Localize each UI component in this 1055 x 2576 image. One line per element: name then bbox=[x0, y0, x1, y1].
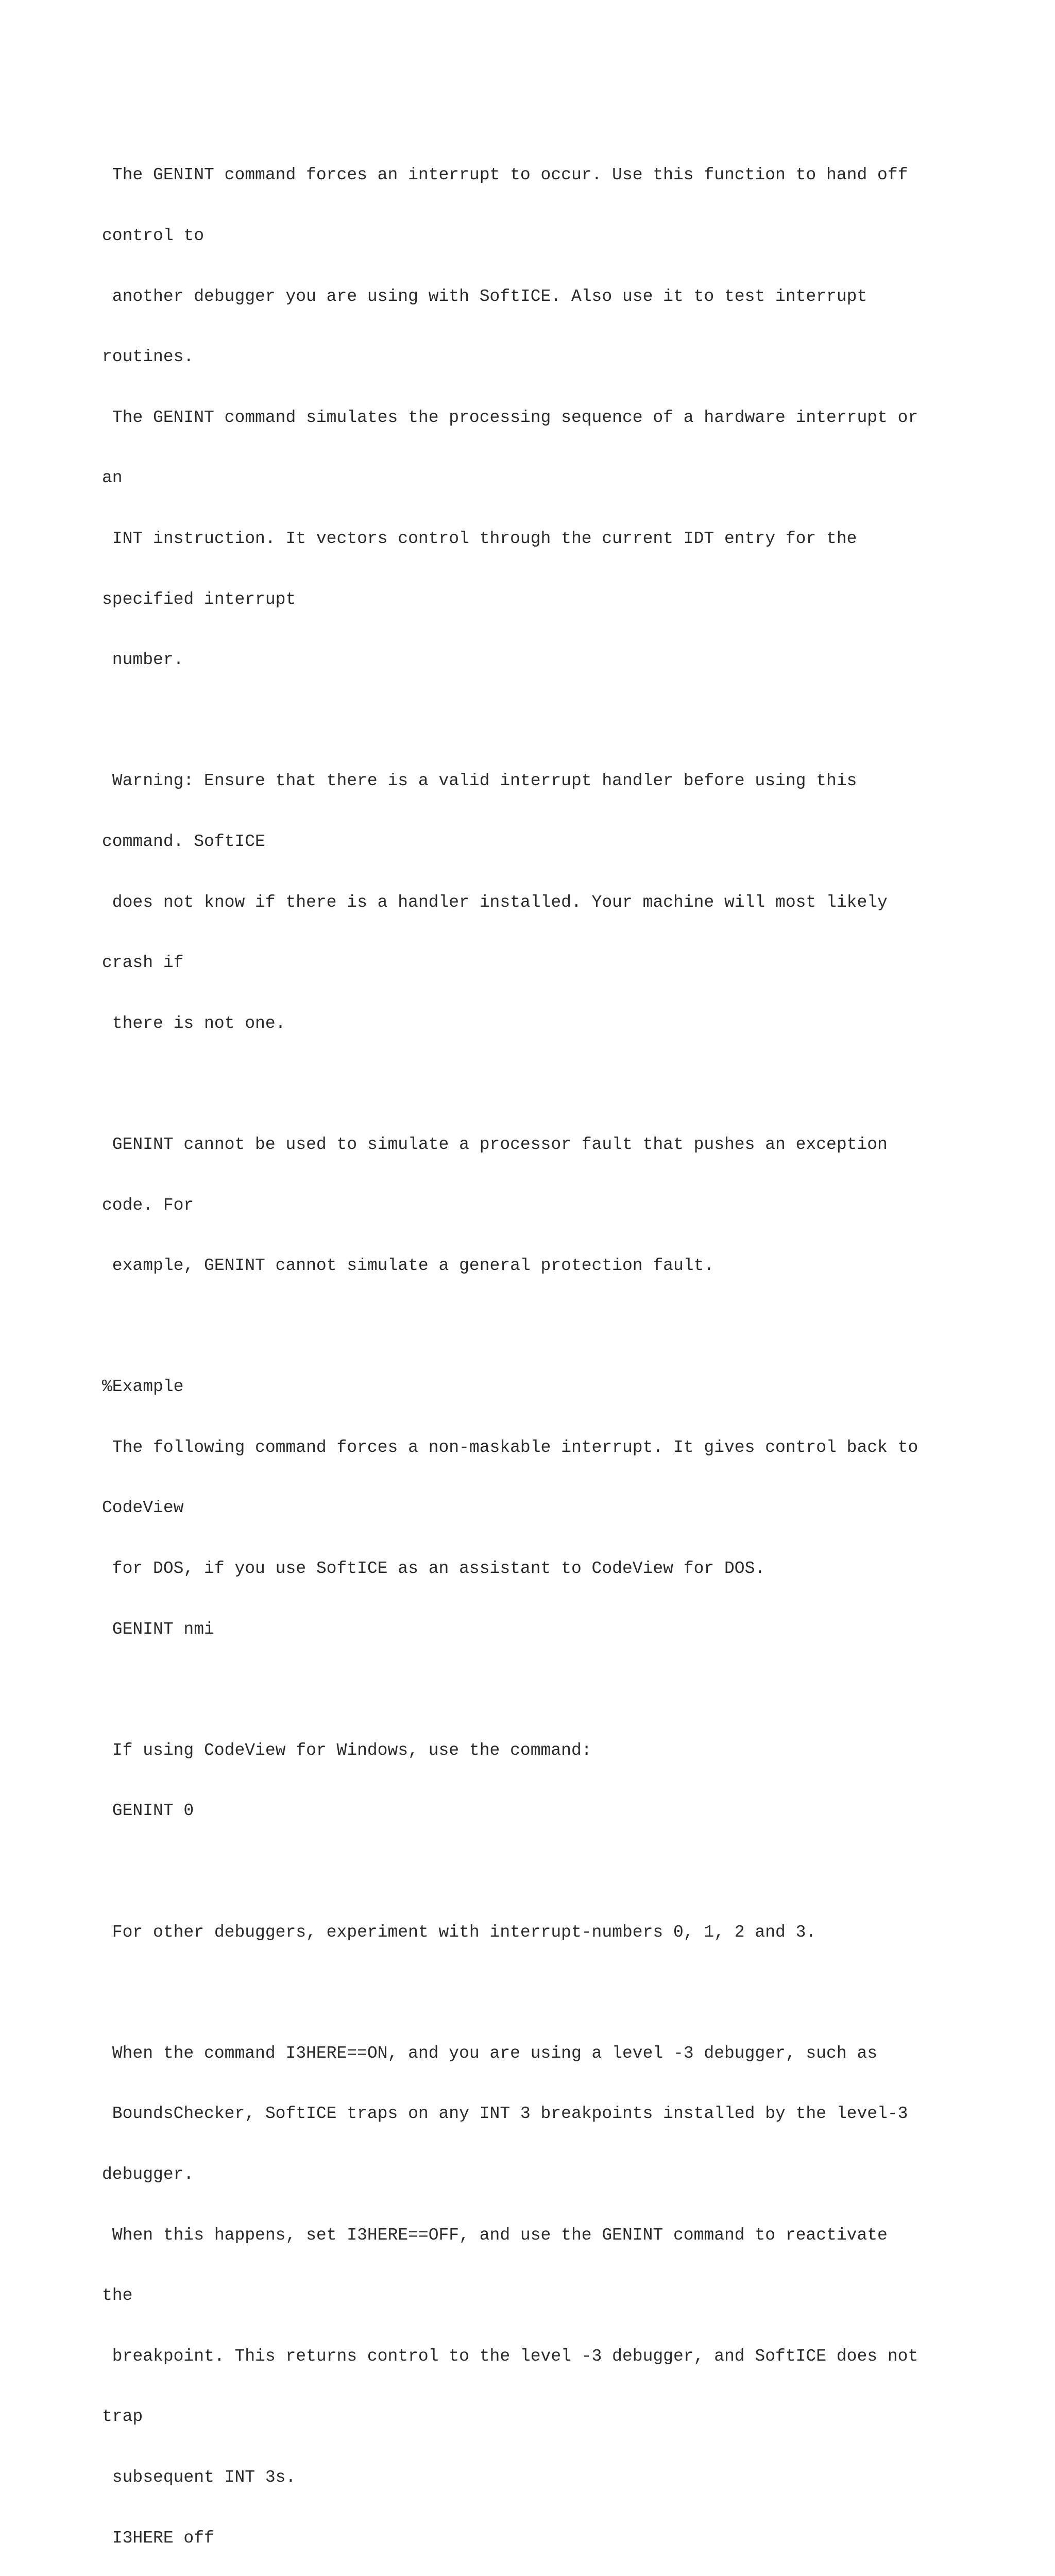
text-line: does not know if there is a handler installed. Your machine will most likely bbox=[102, 892, 888, 912]
text-line: routines. bbox=[102, 347, 194, 367]
text-line: INT instruction. It vectors control through the current IDT entry for the bbox=[102, 529, 857, 548]
text-line: CodeView bbox=[102, 1498, 184, 1518]
text-line: breakpoint. This returns control to the level -3 debugger, and SoftICE does not bbox=[102, 2346, 918, 2366]
code-line: I3HERE off bbox=[102, 2528, 214, 2548]
text-line: The GENINT command forces an interrupt to occur. Use this function to hand off bbox=[102, 165, 908, 185]
blank-line bbox=[102, 1861, 1009, 1882]
text-line: If using CodeView for Windows, use the command: bbox=[102, 1740, 592, 1760]
text-line: another debugger you are using with SoftICE. Also use it to test interrupt bbox=[102, 286, 867, 306]
text-line: GENINT cannot be used to simulate a processor fault that pushes an exception bbox=[102, 1134, 888, 1154]
text-line: example, GENINT cannot simulate a general protection fault. bbox=[102, 1256, 714, 1276]
text-line: number. bbox=[102, 650, 184, 670]
text-line: When this happens, set I3HERE==OFF, and use the GENINT command to reactivate bbox=[102, 2225, 888, 2245]
text-line: subsequent INT 3s. bbox=[102, 2467, 296, 2487]
section-heading-example: %Example bbox=[102, 1377, 184, 1397]
text-line: The following command forces a non-maskable interrupt. It gives control back to bbox=[102, 1437, 918, 1457]
text-line: command. SoftICE bbox=[102, 832, 265, 851]
text-line: When the command I3HERE==ON, and you are using a level -3 debugger, such as bbox=[102, 2043, 878, 2063]
code-line: GENINT nmi bbox=[102, 1619, 214, 1639]
blank-line bbox=[102, 1074, 1009, 1094]
text-line: control to bbox=[102, 226, 205, 245]
text-line: debugger. bbox=[102, 2165, 194, 2184]
warning-line: Warning: Ensure that there is a valid interrupt handler before using this bbox=[102, 771, 857, 791]
blank-line bbox=[102, 1316, 1009, 1336]
blank-line bbox=[102, 1680, 1009, 1700]
code-line: GENINT 0 bbox=[102, 1801, 194, 1821]
text-line: The GENINT command simulates the processing sequence of a hardware interrupt or bbox=[102, 408, 918, 427]
blank-line bbox=[102, 710, 1009, 731]
text-line: for DOS, if you use SoftICE as an assistant to CodeView for DOS. bbox=[102, 1559, 765, 1579]
text-line: specified interrupt bbox=[102, 589, 296, 609]
document-body bbox=[102, 125, 1009, 2576]
blank-line bbox=[102, 1982, 1009, 2003]
text-line: crash if bbox=[102, 953, 184, 973]
text-line: code. For bbox=[102, 1195, 194, 1215]
text-line: trap bbox=[102, 2407, 143, 2427]
text-line: BoundsChecker, SoftICE traps on any INT 3 breakpoints installed by the level-3 bbox=[102, 2104, 908, 2124]
text-line: an bbox=[102, 468, 123, 488]
text-line: there is not one. bbox=[102, 1013, 286, 1033]
text-line: the bbox=[102, 2286, 133, 2306]
text-line: For other debuggers, experiment with interrupt-numbers 0, 1, 2 and 3. bbox=[102, 1922, 816, 1942]
